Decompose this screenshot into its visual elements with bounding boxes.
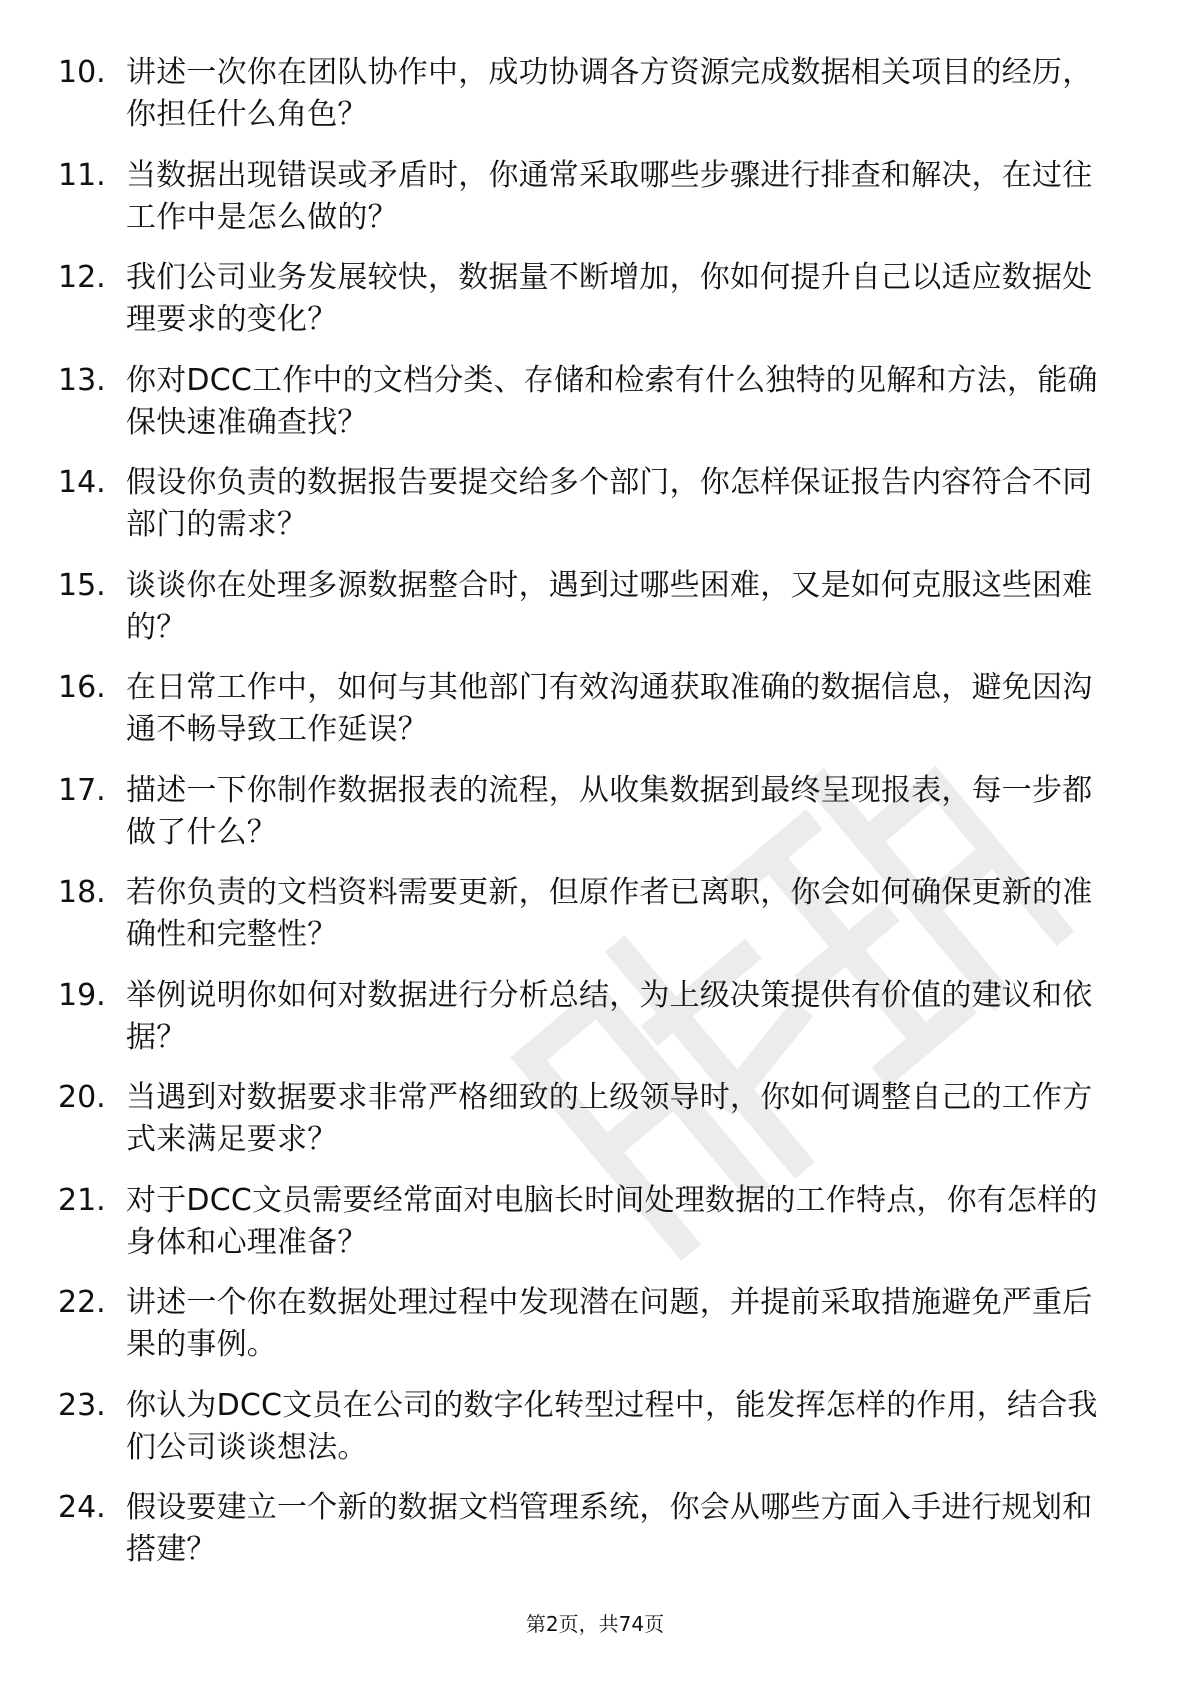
question-text: 当数据出现错误或矛盾时，你通常采取哪些步骤进行排查和解决，在过往工作中是怎么做的？	[126, 157, 1093, 235]
list-item	[58, 1180, 1118, 1264]
question-number: 16.	[58, 670, 106, 705]
question-number: 10.	[58, 55, 106, 90]
list-item	[58, 155, 1118, 239]
question-text: 当遇到对数据要求非常严格细致的上级领导时，你如何调整自己的工作方式来满足要求？	[126, 1080, 1093, 1157]
list-item	[58, 360, 1118, 444]
list-item	[58, 975, 1118, 1059]
question-number: 12.	[58, 260, 106, 295]
question-text: 描述一下你制作数据报表的流程，从收集数据到最终呈现报表，每一步都做了什么？	[126, 772, 1093, 850]
question-text: 讲述一次你在团队协作中，成功协调各方资源完成数据相关项目的经历，你担任什么角色？	[126, 55, 1093, 132]
question-text: 在日常工作中，如何与其他部门有效沟通获取准确的数据信息，避免因沟通不畅导致工作延误？	[126, 670, 1093, 747]
question-text: 谈谈你在处理多源数据整合时，遇到过哪些困难，又是如何克服这些困难的？	[126, 567, 1093, 645]
list-item	[58, 52, 1118, 136]
list-item	[58, 462, 1118, 546]
page-footer	[0, 1610, 1190, 1638]
list-item	[58, 872, 1118, 956]
question-text: 我们公司业务发展较快，数据量不断增加，你如何提升自己以适应数据处理要求的变化？	[126, 260, 1093, 337]
question-number: 21.	[58, 1182, 106, 1218]
question-number: 15.	[58, 567, 106, 603]
list-item	[58, 565, 1118, 649]
question-number: 17.	[58, 772, 106, 808]
list-item	[58, 667, 1118, 751]
question-number: 11.	[58, 157, 106, 193]
question-number: 22.	[58, 1285, 106, 1320]
question-text: 举例说明你如何对数据进行分析总结，为上级决策提供有价值的建议和依据？	[126, 977, 1093, 1055]
list-item	[58, 1385, 1118, 1469]
question-number: 18.	[58, 875, 106, 910]
list-item	[58, 770, 1118, 854]
question-text: 假设要建立一个新的数据文档管理系统，你会从哪些方面入手进行规划和搭建？	[126, 1490, 1093, 1567]
list-item	[58, 257, 1118, 341]
question-text: 若你负责的文档资料需要更新，但原作者已离职，你会如何确保更新的准确性和完整性？	[126, 875, 1093, 952]
list-item	[58, 1282, 1118, 1366]
page-number-label: 第2页，共74页	[525, 1612, 665, 1636]
question-number: 20.	[58, 1080, 106, 1115]
list-item	[58, 1077, 1118, 1161]
question-text: 你对DCC工作中的文档分类、存储和检索有什么独特的见解和方法，能确保快速准确查找？	[126, 362, 1098, 440]
question-number: 13.	[58, 362, 106, 398]
question-text: 假设你负责的数据报告要提交给多个部门，你怎样保证报告内容符合不同部门的需求？	[126, 465, 1093, 542]
question-number: 14.	[58, 465, 106, 500]
question-number: 19.	[58, 977, 106, 1013]
question-number: 23.	[58, 1387, 106, 1423]
list-item	[58, 1487, 1118, 1571]
question-text: 讲述一个你在数据处理过程中发现潜在问题，并提前采取措施避免严重后果的事例。	[126, 1285, 1093, 1362]
question-text: 你认为DCC文员在公司的数字化转型过程中，能发挥怎样的作用，结合我们公司谈谈想法。	[126, 1387, 1098, 1465]
question-number: 24.	[58, 1490, 106, 1525]
question-text: 对于DCC文员需要经常面对电脑长时间处理数据的工作特点，你有怎样的身体和心理准备？	[126, 1182, 1098, 1260]
question-list	[58, 52, 1118, 1590]
